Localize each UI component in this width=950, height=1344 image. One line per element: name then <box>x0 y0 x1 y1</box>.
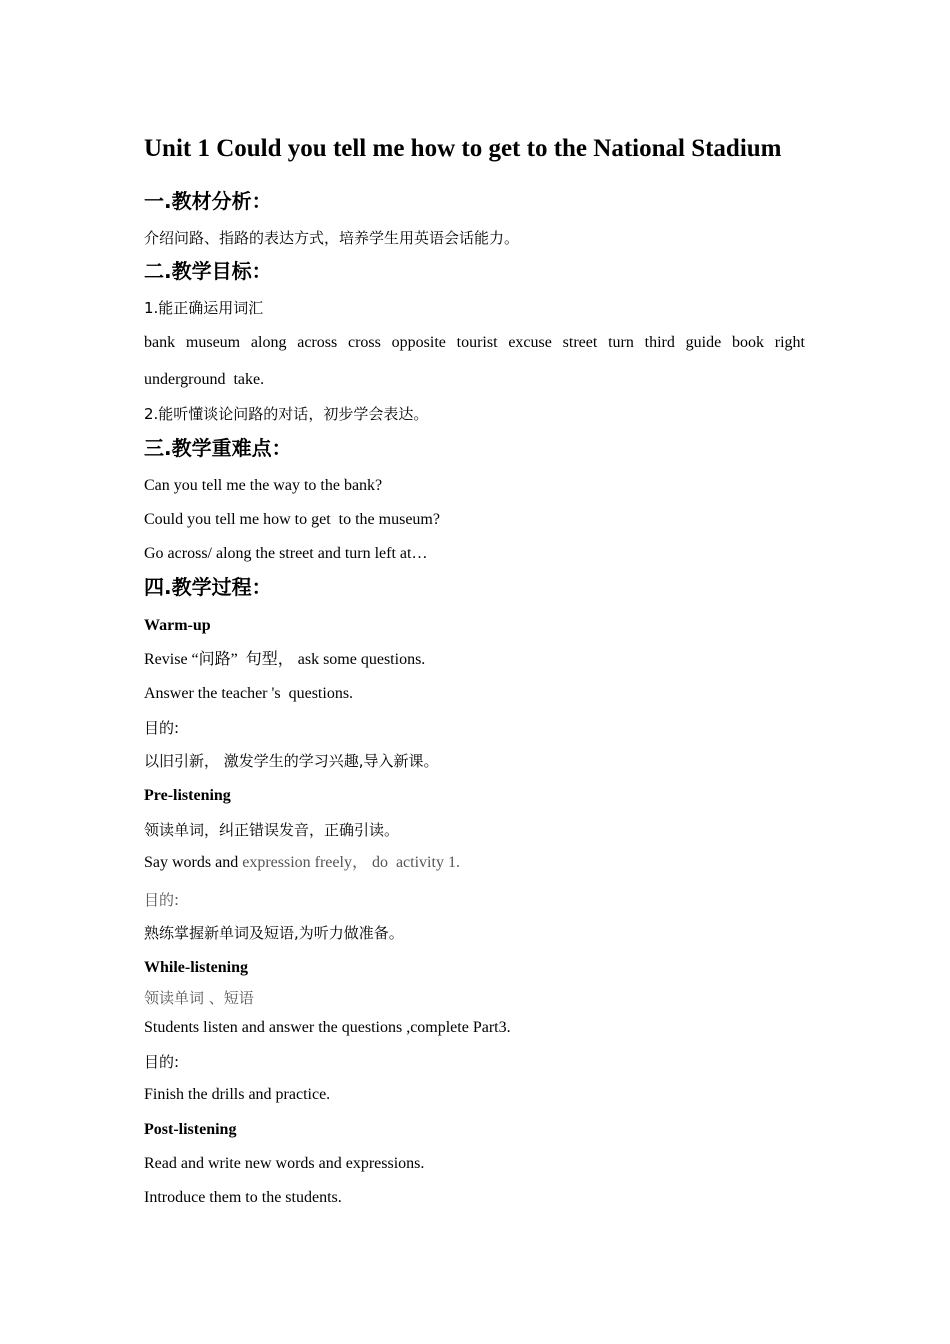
vocab-word: guide <box>685 334 722 351</box>
while-listening-purpose-label: 目的: <box>144 1053 180 1071</box>
section-heading-goals: 二.教学目标： <box>144 259 272 283</box>
pre-listening-line-2 <box>144 853 460 873</box>
goal-1: 1.能正确运用词汇 <box>144 299 264 317</box>
warm-up-purpose: 以旧引新， 激发学生的学习兴趣,导入新课。 <box>144 752 439 770</box>
vocab-word: right <box>774 334 805 351</box>
while-listening-purpose: Finish the drills and practice. <box>144 1086 331 1103</box>
warm-up-purpose-label: 目的: <box>144 719 180 737</box>
vocab-list <box>144 333 805 353</box>
stage-label-pre-listening: Pre-listening <box>144 787 231 804</box>
while-listening-line-1: 领读单词 、短语 <box>144 989 254 1007</box>
vocab-word: book <box>731 334 764 351</box>
vocab-word: tourist <box>456 334 498 351</box>
goal-2: 2.能听懂谈论问路的对话，初步学会表达。 <box>144 405 429 423</box>
stage-label-while-listening: While-listening <box>144 959 249 976</box>
page-title: Unit 1 Could you tell me how to get to the National Stadium <box>144 135 782 162</box>
vocab-word: street <box>562 334 598 351</box>
stage-label-post-listening: Post-listening <box>144 1121 237 1138</box>
vocab-word: cross <box>347 334 381 351</box>
vocab-line-2: underground take. <box>144 371 265 388</box>
vocab-word: across <box>297 334 338 351</box>
analysis-text: 介绍问路、指路的表达方式，培养学生用英语会话能力。 <box>144 229 520 247</box>
section-heading-process: 四.教学过程： <box>144 575 272 599</box>
vocab-word: third <box>644 334 675 351</box>
pre-listening-purpose-label: 目的: <box>144 891 180 909</box>
post-listening-line-1: Read and write new words and expressions. <box>144 1155 425 1172</box>
key-point-2: Could you tell me how to get to the museum? <box>144 511 440 528</box>
pre-listening-purpose: 熟练掌握新单词及短语,为听力做准备。 <box>144 924 404 942</box>
pre-listening-line-2a: Say words and <box>144 854 243 871</box>
while-listening-line-2: Students listen and answer the questions ,complete Part3. <box>144 1019 511 1036</box>
vocab-word: opposite <box>391 334 446 351</box>
stage-label-warm-up: Warm-up <box>144 617 211 634</box>
vocab-word: turn <box>608 334 634 351</box>
section-heading-analysis: 一.教材分析： <box>144 189 272 213</box>
warm-up-line-1: Revise “问路” 句型， ask some questions. <box>144 651 426 668</box>
pre-listening-line-1: 领读单词，纠正错误发音，正确引读。 <box>144 821 400 839</box>
vocab-word: bank <box>144 334 176 351</box>
pre-listening-line-2b: expression freely， do activity 1. <box>242 854 460 871</box>
key-point-3: Go across/ along the street and turn left at… <box>144 545 428 562</box>
vocab-word: along <box>250 334 287 351</box>
key-point-1: Can you tell me the way to the bank? <box>144 477 383 494</box>
warm-up-line-2: Answer the teacher 's questions. <box>144 685 354 702</box>
vocab-word: museum <box>185 334 241 351</box>
vocab-word: excuse <box>508 334 552 351</box>
post-listening-line-2: Introduce them to the students. <box>144 1189 342 1206</box>
section-heading-key-points: 三.教学重难点： <box>144 436 292 460</box>
